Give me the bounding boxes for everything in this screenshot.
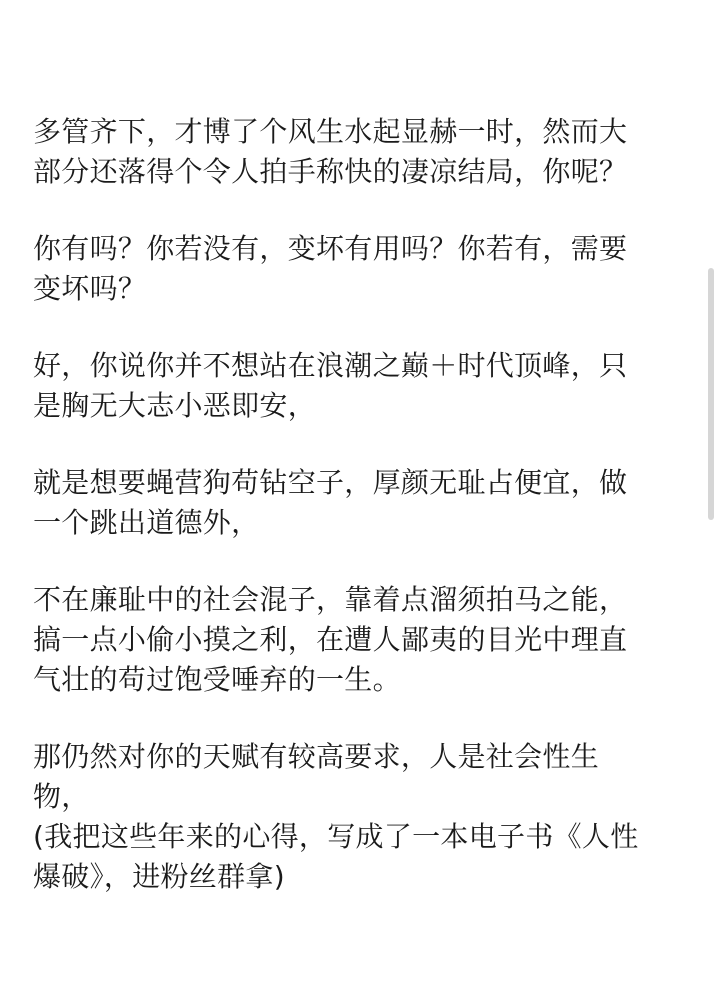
paragraph-4: 就是想要蝇营狗苟钻空子，厚颜无耻占便宜，做 一个跳出道德外， — [33, 466, 628, 539]
paragraph-3: 好，你说你并不想站在浪潮之巅＋时代顶峰，只 是胸无大志小恶即安， — [33, 349, 628, 422]
paragraph-2: 你有吗？你若没有，变坏有用吗？你若有，需要 变坏吗？ — [33, 232, 628, 305]
paragraph-7-promo: (我把这些年来的心得，写成了一本电子书《人性 爆破》，进粉丝群拿) — [33, 820, 639, 893]
vertical-scrollbar[interactable] — [708, 268, 714, 520]
article-body — [33, 112, 681, 897]
paragraph-6: 那仍然对你的天赋有较高要求，人是社会性生 物， — [33, 740, 600, 813]
paragraph-5: 不在廉耻中的社会混子，靠着点溜须拍马之能， 搞一点小偷小摸之利，在遭人鄙夷的目光中理直 气壮的苟过饱受唾弃的一生。 — [33, 583, 628, 696]
paragraph-1: 多管齐下，才博了个风生水起显赫一时，然而大 部分还落得个令人拍手称快的凄凉结局，你呢？ — [33, 115, 628, 188]
